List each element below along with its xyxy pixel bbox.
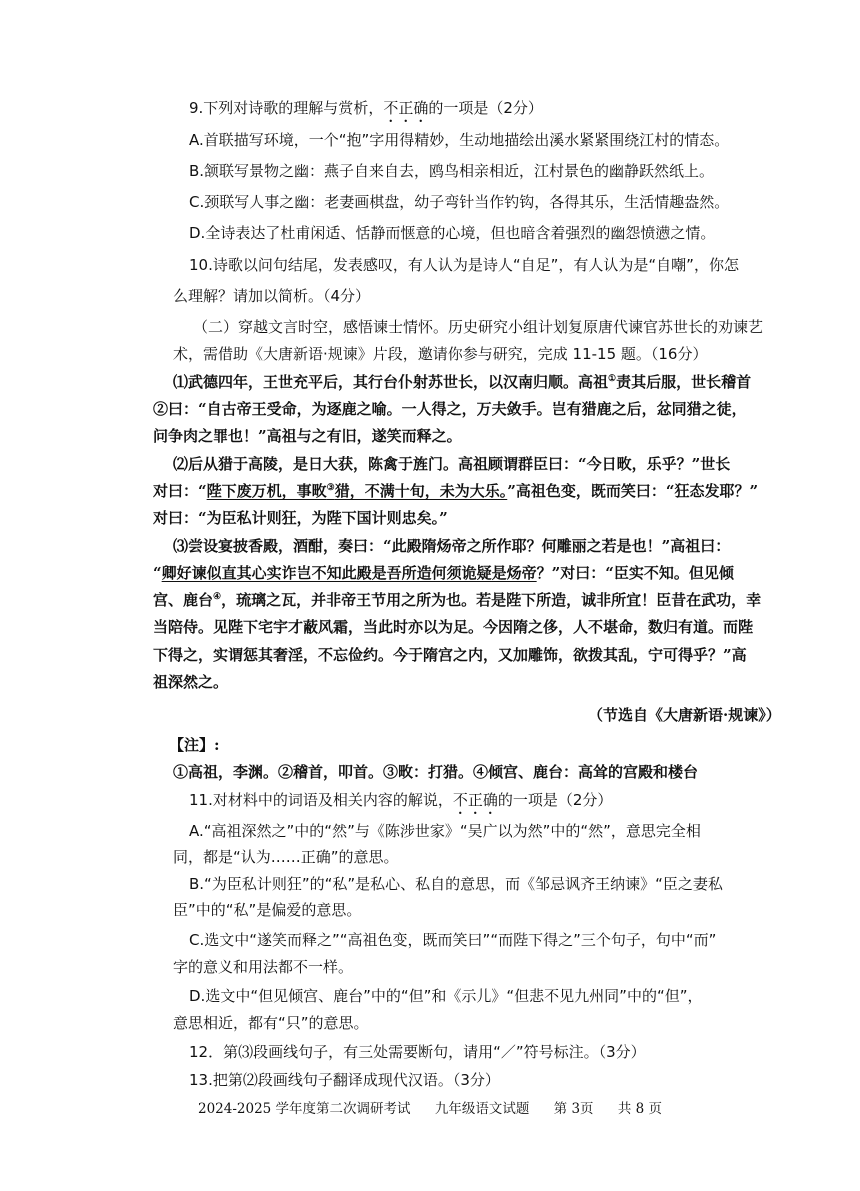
passage-p3-line-2 xyxy=(153,563,734,583)
q11-stem-text: 11.对材料中的词语及相关内容的解说， xyxy=(189,791,453,809)
q11-option-a-line-1: A.“高祖深然之”中的“然”与《陈涉世家》“吴广以为然”中的“然”，意思完全相 xyxy=(189,822,701,840)
passage-p2-line-3: 对曰：“为臣私计则狂，为陛下国计则忠矣。” xyxy=(153,509,448,527)
q11-option-c-line-2: 字的意义和用法都不一样。 xyxy=(173,958,354,976)
q11-stem-suffix: 的一项是（2分） xyxy=(497,791,613,809)
q10-line-1: 10.诗歌以问句结尾，发表感叹，有人认为是诗人“自足”，有人认为是“自嘲”，你怎 xyxy=(189,256,739,274)
footnote-ref-4: ④ xyxy=(213,592,222,602)
notes-title: 【注】: xyxy=(169,736,220,754)
q9-stem-emphasis: 不正确 xyxy=(383,99,429,117)
passage-p2-line-2 xyxy=(153,481,758,501)
passage-p2-line-1: ⑵后从猎于高陵，是日大获，陈禽于旌门。高祖顾谓群臣曰：“今日畋，乐乎？”世长 xyxy=(173,455,731,473)
q11-stem xyxy=(189,790,612,818)
q9-option-b: B.颔联写景物之幽：燕子自来自去，鸥鸟相亲相近，江村景色的幽静跃然纸上。 xyxy=(189,162,715,180)
passage-p1-text-b: 责其后服，世长稽首 xyxy=(616,373,752,391)
q11-option-c-line-1: C.选文中“遂笑而释之”“高祖色变，既而笑曰”“而陛下得之”三个句子，句中“而” xyxy=(189,931,717,949)
passage-p3-line-4: 当陪侍。见陛下宅宇才蔽风霜，当此时亦以为足。今因隋之侈，人不堪命，数归有道。而陛 xyxy=(153,618,754,636)
q9-option-c: C.颈联写人事之幽：老妻画棋盘，幼子弯针当作钓钩，各得其乐，生活情趣盎然。 xyxy=(189,193,730,211)
passage-p1-text-a: ⑴武德四年，王世充平后，其行台仆射苏世长，以汉南归顺。高祖 xyxy=(173,373,609,391)
q11-option-d-line-1: D.选文中“但见倾宫、鹿台”中的“但”和《示儿》“但悲不见九州同”中的“但”， xyxy=(189,987,703,1005)
passage-p3-text-b: ，琉璃之瓦，并非帝王节用之所为也。若是陛下所造，诚非所宜！臣昔在武功，幸 xyxy=(221,591,762,609)
q11-option-a-line-2: 同，都是“认为……正确”的意思。 xyxy=(173,848,399,866)
passage-p2-text-post: ”高祖色变，既而笑曰：“狂态发耶？” xyxy=(507,482,759,500)
passage-p3-line-6: 祖深然之。 xyxy=(153,673,229,691)
q11-stem-emphasis: 不正确 xyxy=(452,791,498,809)
passage-p3-text-a: 宫、鹿台 xyxy=(153,591,214,609)
q9-stem-suffix: 的一项是（2分） xyxy=(428,99,543,117)
notes-text: ①高祖，李渊。②稽首，叩首。③畋：打猎。④倾宫、鹿台：高耸的宫殿和楼台 xyxy=(173,763,699,781)
passage-p1-line-2: ②曰：“自古帝王受命，为逐鹿之喻。一人得之，万夫敛手。岂有猎鹿之后，忿同猎之徒， xyxy=(153,400,747,418)
footer-page-total: 共 8 页 xyxy=(617,1101,663,1117)
passage-p3-line-1: ⑶尝设宴披香殿，酒酣，奏曰：“此殿隋炀帝之所作耶？何雕丽之若是也！”高祖曰： xyxy=(173,537,731,555)
footer-page-number: 第 3页 xyxy=(553,1101,594,1117)
q13-stem: 13.把第⑵段画线句子翻译成现代汉语。（3分） xyxy=(189,1071,500,1089)
footnote-ref-3: ③ xyxy=(326,483,335,493)
q10-line-2: 么理解？请加以简析。（4分） xyxy=(173,287,371,305)
q11-option-b-line-2: 臣”中的“私”是偏爱的意思。 xyxy=(173,901,362,919)
section2-intro-1: （二）穿越文言时空，感悟谏士情怀。历史研究小组计划复原唐代谏官苏世长的劝谏艺 xyxy=(193,318,764,336)
underlined-sentence-p2 xyxy=(207,482,508,500)
passage-p2-text-pre: 对曰：“ xyxy=(153,482,207,500)
section2-intro-2: 术，需借助《大唐新语·规谏》片段，邀请你参与研究，完成 11-15 题。（16分） xyxy=(173,345,708,363)
footer-exam-name: 2024-2025 学年度第二次调研考试 xyxy=(197,1101,411,1117)
q9-option-d: D.全诗表达了杜甫闲适、恬静而惬意的心境，但也暗含着强烈的幽怨愤懑之情。 xyxy=(189,224,716,242)
underlined-text-b: 猎，不满十旬，未为大乐。 xyxy=(334,482,508,500)
q11-option-d-line-2: 意思相近，都有“只”的意思。 xyxy=(173,1014,369,1032)
q9-option-a: A.首联描写环境，一个“抱”字用得精妙，生动地描绘出溪水紧紧围绕江村的情态。 xyxy=(189,131,730,149)
passage-p1-line-1 xyxy=(173,372,751,392)
passage-p3-line-3 xyxy=(153,590,761,610)
q11-option-b-line-1: B.“为臣私计则狂”的“私”是私心、私自的意思，而《邹忌讽齐王纳谏》“臣之妻私 xyxy=(189,875,723,893)
passage-p3-line-5: 下得之，实谓惩其奢淫，不忘俭约。今于隋宫之内，又加雕饰，欲拨其乱，宁可得乎？”高 xyxy=(153,646,747,664)
footer-subject: 九年级语文试题 xyxy=(434,1101,530,1117)
page-footer xyxy=(0,1097,860,1117)
passage-p3-quote-open: “ xyxy=(153,564,162,582)
q12-stem: 12．第⑶段画线句子，有三处需要断句，请用“／”符号标注。（3分） xyxy=(189,1043,646,1061)
footnote-ref-1: ① xyxy=(608,374,617,384)
passage-p3-text-post: ？”对曰：“臣实不知。但见倾 xyxy=(536,564,734,582)
underlined-text-a: 陛下废万机，事畋 xyxy=(206,482,327,500)
passage-source: （节选自《大唐新语·规谏》） xyxy=(588,706,781,724)
passage-p1-line-3: 问争肉之罪也！”高祖与之有旧，遂笑而释之。 xyxy=(153,427,462,445)
q9-stem xyxy=(189,98,543,126)
q9-stem-text: 9.下列对诗歌的理解与赏析， xyxy=(189,99,384,117)
underlined-sentence-p3: 卿好谏似直其心实诈岂不知此殿是吾所造何须诡疑是炀帝 xyxy=(161,564,537,582)
